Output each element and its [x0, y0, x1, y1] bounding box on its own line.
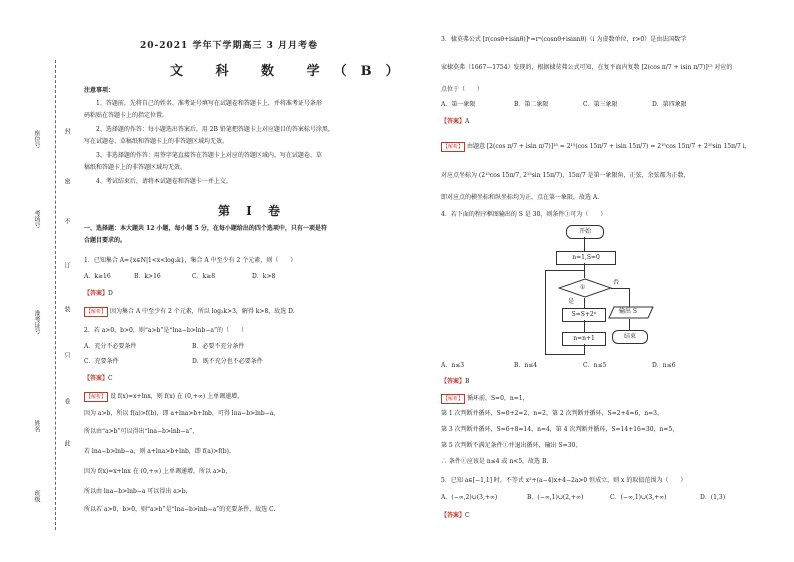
- flow-arrow: [611, 288, 629, 289]
- q2-option-d: D．既不充分也不必要条件: [192, 358, 263, 365]
- q5-answer: [441, 512, 470, 520]
- q4-analysis: [441, 394, 529, 404]
- flow-no-label: 否: [613, 279, 620, 286]
- q3-answer: [441, 118, 469, 126]
- analysis-text: 由题意 [2(cos π/7 + isin π/7)]¹⁵ = 2¹⁵(cos 15π/7 + isin 15π/7) = 2¹⁵cos 15π/7 + 2¹⁵sin 15π/7 i，: [466, 143, 751, 150]
- q3-option-c: C．第三象限: [583, 101, 618, 108]
- analysis-line: ∴ 条件①应该是 n≤4 或 n<5，故选 B.: [441, 458, 549, 465]
- note-line: 1、答题前，先将自己的姓名、准考证号填写在试题卷和答题卡上，并将准考证号条形: [96, 100, 322, 107]
- flow-loop-line: [545, 270, 585, 271]
- q3-stem: 3．棣莫弗公式 [r(cosθ+isinθ)]ⁿ=rⁿ(cosnθ+isinnθ)（i 为虚数单位，r>0）是由法国数学: [441, 36, 687, 43]
- analysis-line: 对应点坐标为 (2¹⁵cos 15π/7, 2¹⁵sin 15π/7)，15π/7 是第一象限角，正弦，余弦都为正数，: [441, 172, 690, 179]
- flow-arrow: [584, 237, 585, 251]
- analysis-line: 若 lna−b>lnb−a，则 a+lna>b+lnb，即 f(a)>f(b)，: [84, 448, 235, 455]
- q4-answer: [441, 378, 469, 386]
- q2-analysis: [84, 392, 243, 402]
- flow-loop-line: [545, 270, 546, 355]
- flow-loop-line: [584, 344, 585, 354]
- answer-value: A: [465, 118, 470, 125]
- note-line: 码粘贴在答题卡上的指定位置。: [84, 112, 169, 119]
- analysis-line: 因为 f(x)=x+lnx 在 (0,+∞) 上单调递增，所以 a>b，: [84, 468, 232, 475]
- section-intro: 一、选择题：本大题共 12 小题，每小题 5 分，在每小题给出的四个选项中，只有一项是符: [84, 225, 327, 232]
- answer-value: B: [465, 378, 470, 385]
- analysis-line: 第 5 次判断不满足条件①并退出循环，输出 S=30，: [441, 442, 582, 449]
- analysis-line: 所以由“a>b”可以得出“lna−b>lnb−a”，: [84, 428, 199, 435]
- analysis-label: 【解析】: [443, 396, 464, 402]
- flow-arrow: [584, 320, 585, 332]
- flow-loop-line: [545, 354, 585, 355]
- field-seat-number: 座位号: [33, 130, 40, 148]
- q2-answer: [84, 375, 113, 383]
- q1-answer: [84, 290, 113, 298]
- analysis-label: 【解析】: [86, 394, 107, 400]
- answer-value: C: [465, 512, 470, 519]
- q3-stem: 点位于（ ）: [441, 86, 484, 93]
- seal-char: 不: [63, 218, 70, 224]
- note-line: 稿纸和答题卡上的非答题区域均无效。: [84, 164, 187, 171]
- flow-start: 开始: [566, 225, 604, 239]
- analysis-label: 【解析】: [443, 144, 464, 150]
- answer-label: 【答案】: [441, 512, 466, 519]
- flow-arrow: [629, 319, 630, 330]
- field-admission-number: 准考证号: [33, 310, 40, 334]
- flow-update-n: n=n+1: [562, 332, 606, 346]
- q4-option-c: C．n≤5: [583, 362, 607, 369]
- seal-char: 装: [63, 306, 70, 312]
- answer-value: D: [108, 290, 113, 297]
- field-exam-room: 考场号: [33, 210, 40, 228]
- q2-option-c: C．充要条件: [84, 358, 119, 365]
- analysis-line: 因为 a>b，所以 f(a)>f(b)，即 a+lna>b+lnb，可得 lna−b>lnb−a，: [84, 410, 280, 417]
- flow-output-label: 输出 S: [619, 308, 638, 315]
- analysis-line: 即对应点的横坐标和纵坐标均为正，点在第一象限，故选 A.: [441, 194, 600, 201]
- analysis-text: 循环前，S=0，n=1，: [466, 395, 529, 402]
- flow-arrow: [584, 298, 585, 308]
- note-line: 写在试题卷、草稿纸和答题卡上的非答题区域均无效。: [84, 138, 229, 145]
- q3-analysis: [441, 142, 751, 152]
- q2-stem: 2．若 a>0，b>0，则“a>b”是“lna−b>lnb−a”的（ ）: [84, 327, 248, 334]
- answer-label: 【答案】: [84, 375, 109, 382]
- answer-label: 【答案】: [84, 290, 109, 297]
- section-intro: 合题目要求的。: [84, 237, 127, 244]
- q3-option-b: B．第二象限: [514, 101, 549, 108]
- seal-char: 封: [63, 128, 70, 134]
- q5-option-a: A．(−∞,2)∪(3,+∞): [441, 494, 498, 501]
- section-title: 第 I 卷: [218, 204, 286, 218]
- note-line: 2、选择题的作答：每小题选出答案后，用 2B 铅笔把答题卡上对应题目的答案标号涂黑，: [96, 126, 334, 133]
- exam-title: 文 科 数 学（B）: [170, 64, 413, 79]
- field-name: 姓名: [33, 420, 40, 432]
- q3-option-a: A．第一象限: [441, 101, 476, 108]
- analysis-text: 因为集合 A 中至少有 2 个元素，所以 log₂k>3，解得 k>8，故选 D.: [109, 308, 295, 315]
- answer-value: C: [108, 375, 113, 382]
- analysis-line: 所以若 a>0，b>0，则“a>b”是“lna−b>lnb−a”的充要条件，故选 C.: [84, 506, 276, 513]
- q3-stem: 家棣莫弗（1667—1754）发现的，根据棣莫弗公式可知，在复平面内复数 [2(cos π/7 + isin π/7)]¹⁵ 对应的: [441, 64, 733, 71]
- answer-label: 【答案】: [441, 378, 466, 385]
- seal-char: 只: [63, 352, 70, 358]
- analysis-line: 所以由 lna−b>lnb−a 可以得出 a>b，: [84, 488, 192, 495]
- note-line: 3、非选择题的作答：用签字笔直接答在答题卡上对应的答题区域内。写在试题卷、草: [96, 152, 322, 159]
- field-class: 班级: [33, 490, 40, 502]
- seal-dashed-line: [55, 60, 56, 530]
- q4-option-a: A．n≤3: [441, 362, 465, 369]
- flow-init: n=1,S=0: [556, 251, 616, 265]
- seal-char: 卷: [63, 398, 70, 404]
- q5-stem: 5．已知 a∈[−1,1] 时，不等式 x²+(a−4)x+4−2a>0 恒成立，则 x 的取值范围为（ ）: [441, 477, 687, 484]
- q1-option-b: B．k>16: [134, 273, 161, 280]
- flow-yes-label: 是: [568, 298, 575, 305]
- analysis-label: 【解析】: [86, 309, 107, 315]
- analysis-text: 设 f(x)=x+lnx，则 f(x) 在 (0,+∞) 上单调递增，: [109, 393, 244, 400]
- analysis-line: 第 3 次判断并循环，S=6+8=14，n=4，第 4 次判断并循环，S=14+16=30，n=5，: [441, 426, 679, 433]
- flow-end: 结束: [612, 330, 648, 344]
- notes-title: 注意事项：: [84, 87, 115, 94]
- flow-update-s: S=S+2ⁿ: [562, 308, 606, 322]
- q1-analysis: [84, 307, 295, 317]
- seal-char: 订: [63, 262, 70, 268]
- q5-option-b: B．(−∞,1)∪(2,+∞): [527, 494, 584, 501]
- seal-char: 密: [63, 178, 70, 184]
- q1-option-c: C．k≥8: [192, 273, 216, 280]
- answer-label: 【答案】: [441, 118, 466, 125]
- note-line: 4、考试结束后，请将本试题卷和答题卡一并上交。: [96, 178, 232, 185]
- q1-option-a: A．k≥16: [84, 273, 111, 280]
- q3-option-d: D．第四象限: [652, 101, 687, 108]
- q4-option-d: D．n≤6: [652, 362, 676, 369]
- q4-option-b: B．n≤4: [514, 362, 538, 369]
- q1-stem: 1．已知集合 A={x∈N|1<x<log₂k}，集合 A 中至少有 2 个元素，则（ ）: [84, 257, 297, 264]
- q5-option-d: D．(1,3): [700, 494, 726, 501]
- q2-option-b: B．必要不充分条件: [192, 343, 245, 350]
- flow-arrow: [629, 288, 630, 308]
- q2-option-a: A．充分不必要条件: [84, 343, 137, 350]
- analysis-line: 第 1 次判断并循环，S=0+2=2，n=2，第 2 次判断并循环，S=2+4=6，n=3，: [441, 410, 663, 417]
- seal-char: 此: [63, 440, 70, 446]
- q5-option-c: C．(−∞,1)∪(3,+∞): [610, 494, 667, 501]
- flow-condition-label: ①: [580, 284, 586, 291]
- q4-stem: 4．若下面的程序框图输出的 S 是 30，则条件①可为（ ）: [441, 211, 607, 218]
- q1-option-d: D．k>8: [252, 273, 276, 280]
- exam-header: 20-2021 学年下学期高三 3 月月考卷: [140, 41, 318, 51]
